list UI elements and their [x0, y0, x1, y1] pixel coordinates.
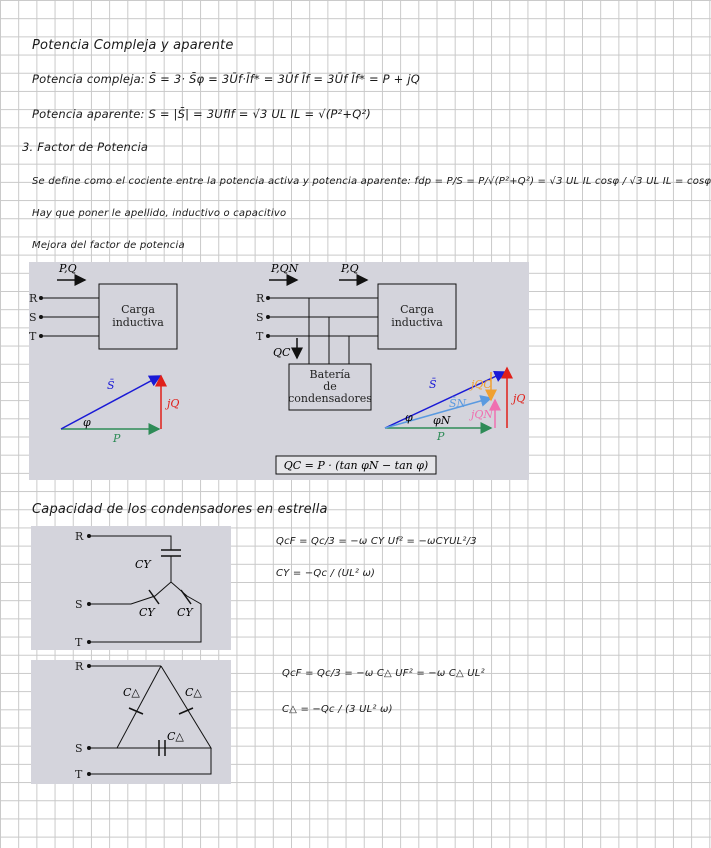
star-eq2: CY = −Qc / (UL² ω) — [276, 568, 376, 579]
delta-eq2: C△ = −Qc / (3 UL² ω) — [282, 704, 393, 715]
delta-cd-label-1: C△ — [123, 686, 140, 699]
right-t-label: T — [256, 330, 264, 343]
right-jq-label: jQ — [513, 392, 526, 405]
right-phin-label: φN — [433, 414, 451, 427]
apparent-power-line: Potencia aparente: S = |S̄| = 3UfIf = √3 UL IL = √(P²+Q²) — [32, 107, 371, 121]
right-load-label-2: inductiva — [391, 316, 443, 329]
delta-s-label: S — [75, 742, 83, 755]
bank-label-3: condensadores — [288, 392, 372, 405]
right-jqc-label: jQC — [471, 378, 492, 391]
star-eq1: QcF = Qc/3 = −ω CY Uf² = −ωCYUL²/3 — [276, 536, 477, 547]
right-s-label: S — [256, 311, 264, 324]
complex-power-line: Potencia compleja: S̄ = 3· S̄φ = 3Ūf·Īf* = 3Ūf Īf = 3Ūf Īf* = P + jQ — [32, 72, 420, 86]
delta-cd-label-2: C△ — [185, 686, 202, 699]
left-s-label: S — [29, 311, 37, 324]
right-sn-label: S̄N — [449, 397, 467, 410]
right-pqn-label: P,QN — [271, 262, 299, 275]
left-r-label: R — [29, 292, 38, 305]
left-load-label-2: inductiva — [112, 316, 164, 329]
section-3-title: 3. Factor de Potencia — [22, 140, 149, 154]
left-s-label: S̄ — [107, 379, 115, 392]
left-load-label-1: Carga — [121, 303, 155, 316]
bank-label-1: Batería — [309, 368, 351, 381]
delta-cd-label-3: C△ — [167, 730, 184, 743]
right-s-label: S̄ — [429, 378, 437, 391]
pf-definition: Se define como el cociente entre la potencia activa y potencia aparente: fdp = P/S = P/√(P²+Q²) = √3 UL IL cosφ / √3 UL IL = cosφ — [32, 176, 711, 187]
pf-types: Hay que poner le apellido, inductivo o capacitivo — [32, 208, 287, 219]
right-r-label: R — [256, 292, 265, 305]
pf-correction-diagram — [29, 262, 529, 480]
qc-label: QC — [273, 346, 291, 359]
qc-formula: QC = P · (tan φN − tan φ) — [283, 459, 429, 472]
delta-t-label: T — [75, 768, 83, 781]
star-title: Capacidad de los condensadores en estrella — [32, 502, 328, 517]
right-p-label: P — [437, 430, 445, 443]
right-pq-label: P,Q — [341, 262, 359, 275]
right-phi-label: φ — [405, 411, 413, 424]
bank-label-2: de — [323, 380, 337, 393]
star-cy-label-1: CY — [135, 558, 151, 571]
star-cy-label-3: CY — [177, 606, 193, 619]
left-pq-label: P,Q — [59, 262, 77, 275]
left-p-label: P — [113, 432, 121, 445]
pf-improve: Mejora del factor de potencia — [32, 240, 185, 251]
star-connection-diagram — [31, 526, 231, 650]
notes-title: Potencia Compleja y aparente — [32, 38, 234, 53]
delta-connection-diagram — [31, 660, 231, 784]
left-phi-label: φ — [83, 416, 91, 429]
star-cy-label-2: CY — [139, 606, 155, 619]
star-r-label: R — [75, 530, 84, 543]
right-jqn-label: jQN — [471, 408, 494, 421]
delta-r-label: R — [75, 660, 84, 673]
left-t-label: T — [29, 330, 37, 343]
star-s-label: S — [75, 598, 83, 611]
star-t-label: T — [75, 636, 83, 649]
right-load-label-1: Carga — [400, 303, 434, 316]
left-jq-label: jQ — [167, 397, 180, 410]
delta-eq1: QcF = Qc/3 = −ω C△ UF² = −ω C△ UL² — [282, 668, 485, 679]
